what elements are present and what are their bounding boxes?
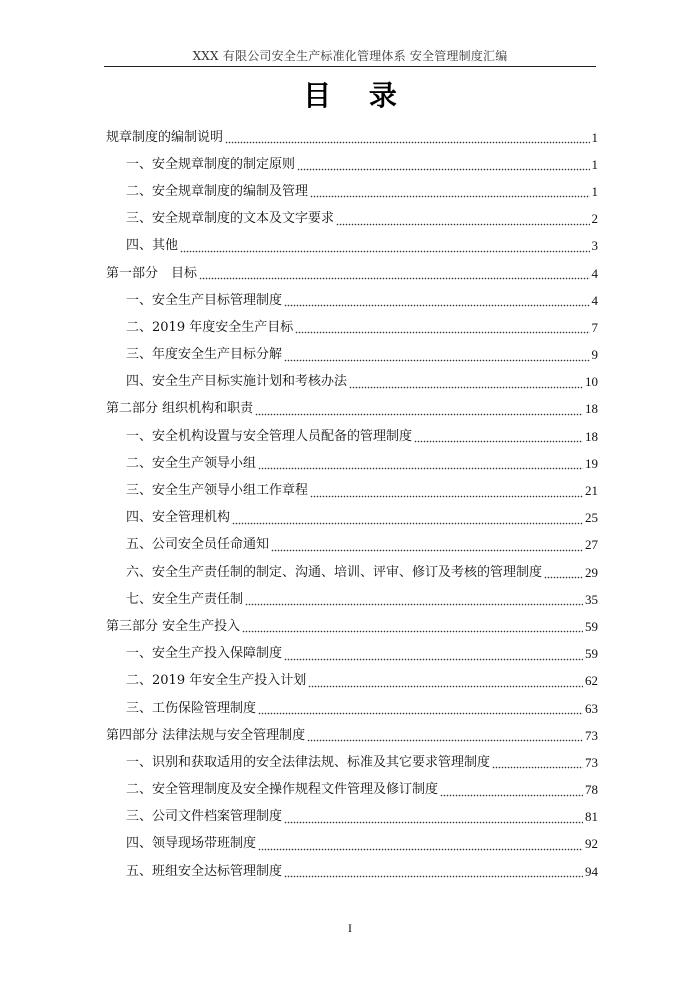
toc-entry-section[interactable]	[106, 369, 598, 396]
toc-entry-page-number: 73	[585, 754, 598, 770]
toc-entry-page-number: 4	[591, 265, 598, 281]
table-of-contents	[106, 124, 598, 885]
toc-entry-label: 一、安全生产投入保障制度	[126, 646, 283, 662]
toc-entry-section[interactable]	[106, 586, 598, 613]
toc-entry-part[interactable]	[106, 260, 598, 287]
toc-entry-label: 第一部分 目标	[106, 265, 198, 281]
toc-entry-label: 一、识别和获取适用的安全法律法规、标准及其它要求管理制度	[126, 754, 491, 770]
header-divider	[104, 66, 596, 67]
toc-entry-section[interactable]	[106, 450, 598, 477]
toc-dot-leader	[297, 158, 589, 171]
toc-entry-label: 四、其他	[126, 238, 179, 254]
toc-entry-label: 二、安全生产领导小组	[126, 455, 257, 471]
toc-dot-leader	[258, 702, 583, 715]
toc-dot-leader	[284, 865, 583, 878]
toc-entry-label: 四、安全生产目标实施计划和考核办法	[126, 374, 348, 390]
toc-entry-section[interactable]	[106, 151, 598, 178]
toc-entry-section[interactable]	[106, 831, 598, 858]
toc-entry-page-number: 10	[585, 374, 598, 390]
toc-entry-label: 五、公司安全员任命通知	[126, 537, 270, 553]
toc-dot-leader	[284, 349, 589, 362]
toc-entry-page-number: 73	[585, 727, 598, 743]
toc-dot-leader	[492, 756, 583, 769]
toc-entry-label: 三、公司文件档案管理制度	[126, 809, 283, 825]
toc-entry-page-number: 35	[585, 591, 598, 607]
toc-dot-leader	[308, 675, 583, 688]
toc-entry-section[interactable]	[106, 423, 598, 450]
toc-entry-label: 二、2019 年度安全生产目标	[126, 319, 294, 335]
toc-dot-leader	[414, 430, 583, 443]
toc-entry-section[interactable]	[106, 505, 598, 532]
toc-entry-part[interactable]	[106, 722, 598, 749]
toc-entry-label: 四、安全管理机构	[126, 510, 231, 526]
toc-entry-page-number: 1	[591, 156, 598, 172]
toc-entry-section[interactable]	[106, 858, 598, 885]
toc-entry-section[interactable]	[106, 342, 598, 369]
page-number: I	[348, 921, 352, 935]
toc-entry-section[interactable]	[106, 206, 598, 233]
toc-entry-page-number: 21	[585, 483, 598, 499]
toc-dot-leader	[284, 294, 589, 307]
toc-entry-label: 二、安全规章制度的编制及管理	[126, 183, 309, 199]
toc-entry-page-number: 18	[585, 401, 598, 417]
toc-dot-leader	[180, 240, 589, 253]
toc-entry-section[interactable]	[106, 749, 598, 776]
toc-entry-section[interactable]	[106, 641, 598, 668]
toc-entry-section[interactable]	[106, 314, 598, 341]
toc-entry-label: 第四部分 法律法规与安全管理制度	[106, 727, 306, 743]
toc-dot-leader	[295, 321, 589, 334]
toc-entry-label: 一、安全生产目标管理制度	[126, 292, 283, 308]
toc-entry-section[interactable]	[106, 668, 598, 695]
toc-entry-label: 七、安全生产责任制	[126, 591, 244, 607]
toc-dot-leader	[307, 729, 583, 742]
toc-entry-label: 四、领导现场带班制度	[126, 836, 257, 852]
toc-entry-section[interactable]	[106, 777, 598, 804]
toc-dot-leader	[284, 811, 583, 824]
toc-entry-page-number: 59	[585, 646, 598, 662]
toc-entry-section[interactable]	[106, 559, 598, 586]
toc-entry-page-number: 27	[585, 537, 598, 553]
toc-dot-leader	[225, 131, 589, 144]
toc-entry-section[interactable]	[106, 477, 598, 504]
toc-entry-page-number: 7	[591, 319, 598, 335]
toc-entry-page-number: 3	[591, 238, 598, 254]
toc-dot-leader	[349, 376, 583, 389]
toc-dot-leader	[255, 403, 583, 416]
toc-dot-leader	[310, 185, 589, 198]
toc-entry-label: 三、工伤保险管理制度	[126, 700, 257, 716]
toc-entry-page-number: 92	[585, 836, 598, 852]
toc-dot-leader	[310, 485, 583, 498]
toc-entry-page-number: 81	[585, 809, 598, 825]
toc-entry-label: 二、2019 年安全生产投入计划	[126, 673, 307, 689]
toc-entry-part[interactable]	[106, 396, 598, 423]
toc-entry-section[interactable]	[106, 804, 598, 831]
page-title: 目 录	[303, 79, 411, 112]
toc-entry-page-number: 59	[585, 618, 598, 634]
toc-entry-label: 三、安全规章制度的文本及文字要求	[126, 211, 335, 227]
toc-entry-label: 一、安全机构设置与安全管理人员配备的管理制度	[126, 428, 413, 444]
toc-entry-page-number: 4	[591, 292, 598, 308]
toc-entry-section[interactable]	[106, 695, 598, 722]
toc-entry-page-number: 62	[585, 673, 598, 689]
toc-entry-part[interactable]	[106, 124, 598, 151]
toc-entry-section[interactable]	[106, 287, 598, 314]
toc-entry-page-number: 94	[585, 863, 598, 879]
toc-entry-page-number: 2	[591, 211, 598, 227]
toc-dot-leader	[336, 213, 589, 226]
toc-dot-leader	[258, 838, 583, 851]
toc-entry-label: 第二部分 组织机构和职责	[106, 401, 254, 417]
toc-entry-page-number: 1	[591, 129, 598, 145]
toc-entry-label: 一、安全规章制度的制定原则	[126, 156, 296, 172]
toc-entry-page-number: 1	[591, 183, 598, 199]
toc-dot-leader	[232, 512, 583, 525]
toc-dot-leader	[258, 457, 583, 470]
toc-entry-page-number: 78	[585, 782, 598, 798]
toc-entry-page-number: 29	[585, 564, 598, 580]
toc-entry-page-number: 9	[591, 347, 598, 363]
toc-dot-leader	[440, 784, 583, 797]
toc-entry-page-number: 63	[585, 700, 598, 716]
toc-entry-page-number: 19	[585, 455, 598, 471]
toc-entry-label: 第三部分 安全生产投入	[106, 618, 241, 634]
toc-dot-leader	[544, 566, 583, 579]
toc-entry-section[interactable]	[106, 532, 598, 559]
toc-dot-leader	[271, 539, 583, 552]
toc-entry-label: 五、班组安全达标管理制度	[126, 863, 283, 879]
toc-dot-leader	[242, 620, 583, 633]
toc-entry-label: 二、安全管理制度及安全操作规程文件管理及修订制度	[126, 782, 439, 798]
toc-entry-label: 规章制度的编制说明	[106, 129, 224, 145]
running-header: XXX 有限公司安全生产标准化管理体系 安全管理制度汇编	[192, 49, 508, 63]
toc-entry-label: 六、安全生产责任制的制定、沟通、培训、评审、修订及考核的管理制度	[126, 564, 543, 580]
toc-entry-page-number: 18	[585, 428, 598, 444]
toc-entry-section[interactable]	[106, 178, 598, 205]
toc-entry-section[interactable]	[106, 233, 598, 260]
toc-entry-page-number: 25	[585, 510, 598, 526]
toc-entry-label: 三、安全生产领导小组工作章程	[126, 483, 309, 499]
toc-entry-label: 三、年度安全生产目标分解	[126, 347, 283, 363]
toc-dot-leader	[284, 648, 583, 661]
toc-dot-leader	[245, 593, 583, 606]
toc-entry-part[interactable]	[106, 613, 598, 640]
toc-dot-leader	[199, 267, 589, 280]
